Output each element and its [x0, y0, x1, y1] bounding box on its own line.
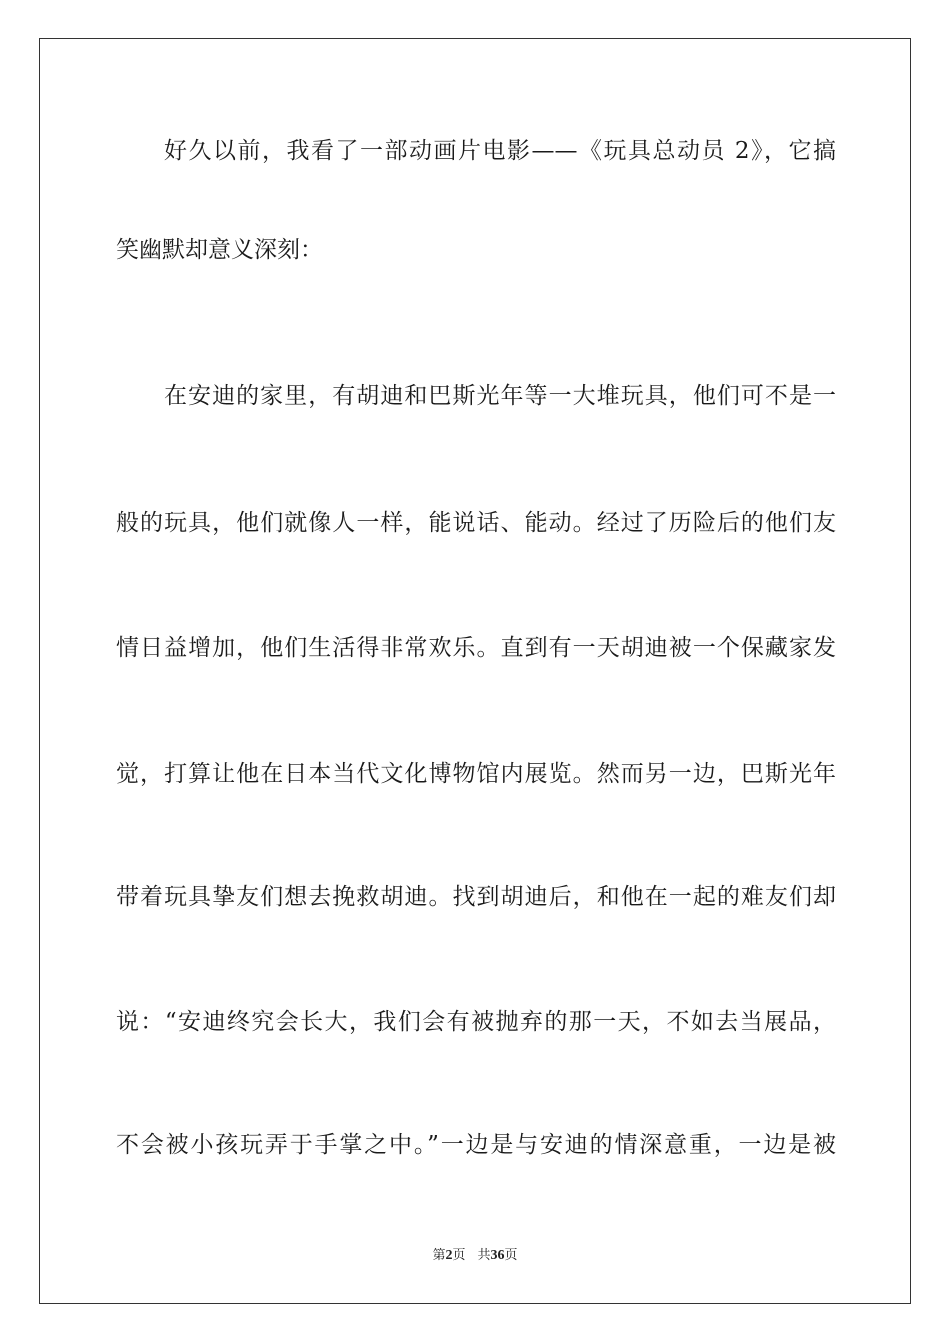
- total-suffix: 页: [504, 1248, 518, 1263]
- paragraph-2-line-6: 说：“安迪终究会长大，我们会有被抛弃的那一天，不如去当展品，: [116, 1009, 836, 1035]
- page-border: [39, 38, 911, 1304]
- total-prefix: 共: [477, 1248, 491, 1263]
- paragraph-1-line-2: 笑幽默却意义深刻：: [116, 237, 323, 263]
- page-number: 2: [445, 1248, 453, 1263]
- total-pages: 36: [490, 1248, 505, 1263]
- paragraph-2-line-1: 在安迪的家里，有胡迪和巴斯光年等一大堆玩具，他们可不是一: [164, 383, 836, 409]
- paragraph-2-line-5: 带着玩具挚友们想去挽救胡迪。找到胡迪后，和他在一起的难友们却: [116, 884, 836, 910]
- page-prefix: 第: [432, 1248, 446, 1263]
- paragraph-1-line-1: 好久以前，我看了一部动画片电影——《玩具总动员 2》，它搞: [164, 138, 836, 164]
- page-suffix: 页: [452, 1248, 466, 1263]
- paragraph-2-line-3: 情日益增加，他们生活得非常欢乐。直到有一天胡迪被一个保藏家发: [116, 635, 836, 661]
- paragraph-2-line-4: 觉，打算让他在日本当代文化博物馆内展览。然而另一边，巴斯光年: [116, 761, 836, 787]
- paragraph-2-line-7: 不会被小孩玩弄于手掌之中。”一边是与安迪的情深意重，一边是被: [116, 1132, 836, 1158]
- page-footer: [0, 1247, 950, 1265]
- paragraph-2-line-2: 般的玩具，他们就像人一样，能说话、能动。经过了历险后的他们友: [116, 510, 836, 536]
